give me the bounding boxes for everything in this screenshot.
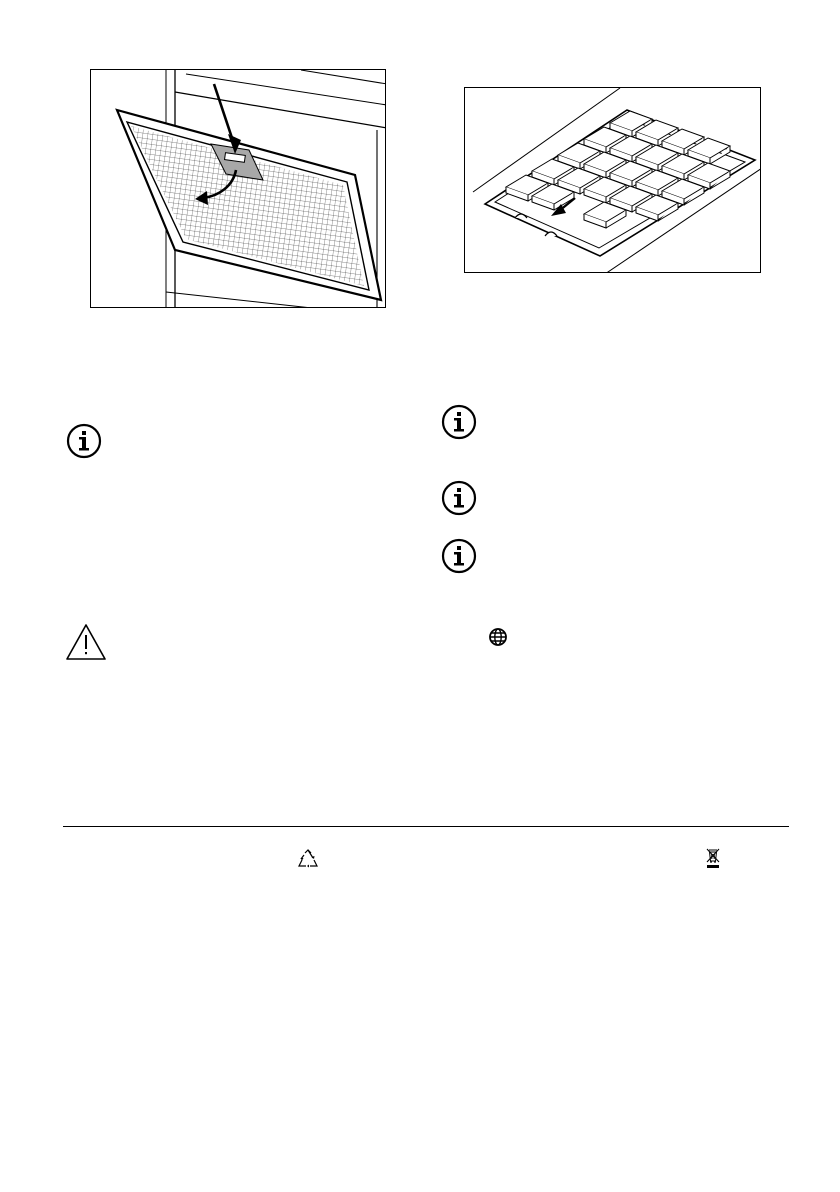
grease-filter-illustration bbox=[91, 70, 386, 308]
globe-icon bbox=[488, 627, 508, 647]
recycle-icon bbox=[297, 848, 319, 870]
info-icon bbox=[441, 404, 477, 440]
info-icon bbox=[441, 538, 477, 574]
charcoal-filter-illustration bbox=[465, 88, 761, 273]
info-icon bbox=[441, 480, 477, 516]
info-icon bbox=[66, 423, 102, 459]
figure-charcoal-filter bbox=[464, 87, 761, 273]
warning-triangle-icon bbox=[65, 623, 107, 661]
section-divider bbox=[63, 826, 789, 827]
crossed-bin-icon bbox=[705, 847, 721, 869]
figure-grease-filter bbox=[90, 69, 386, 308]
